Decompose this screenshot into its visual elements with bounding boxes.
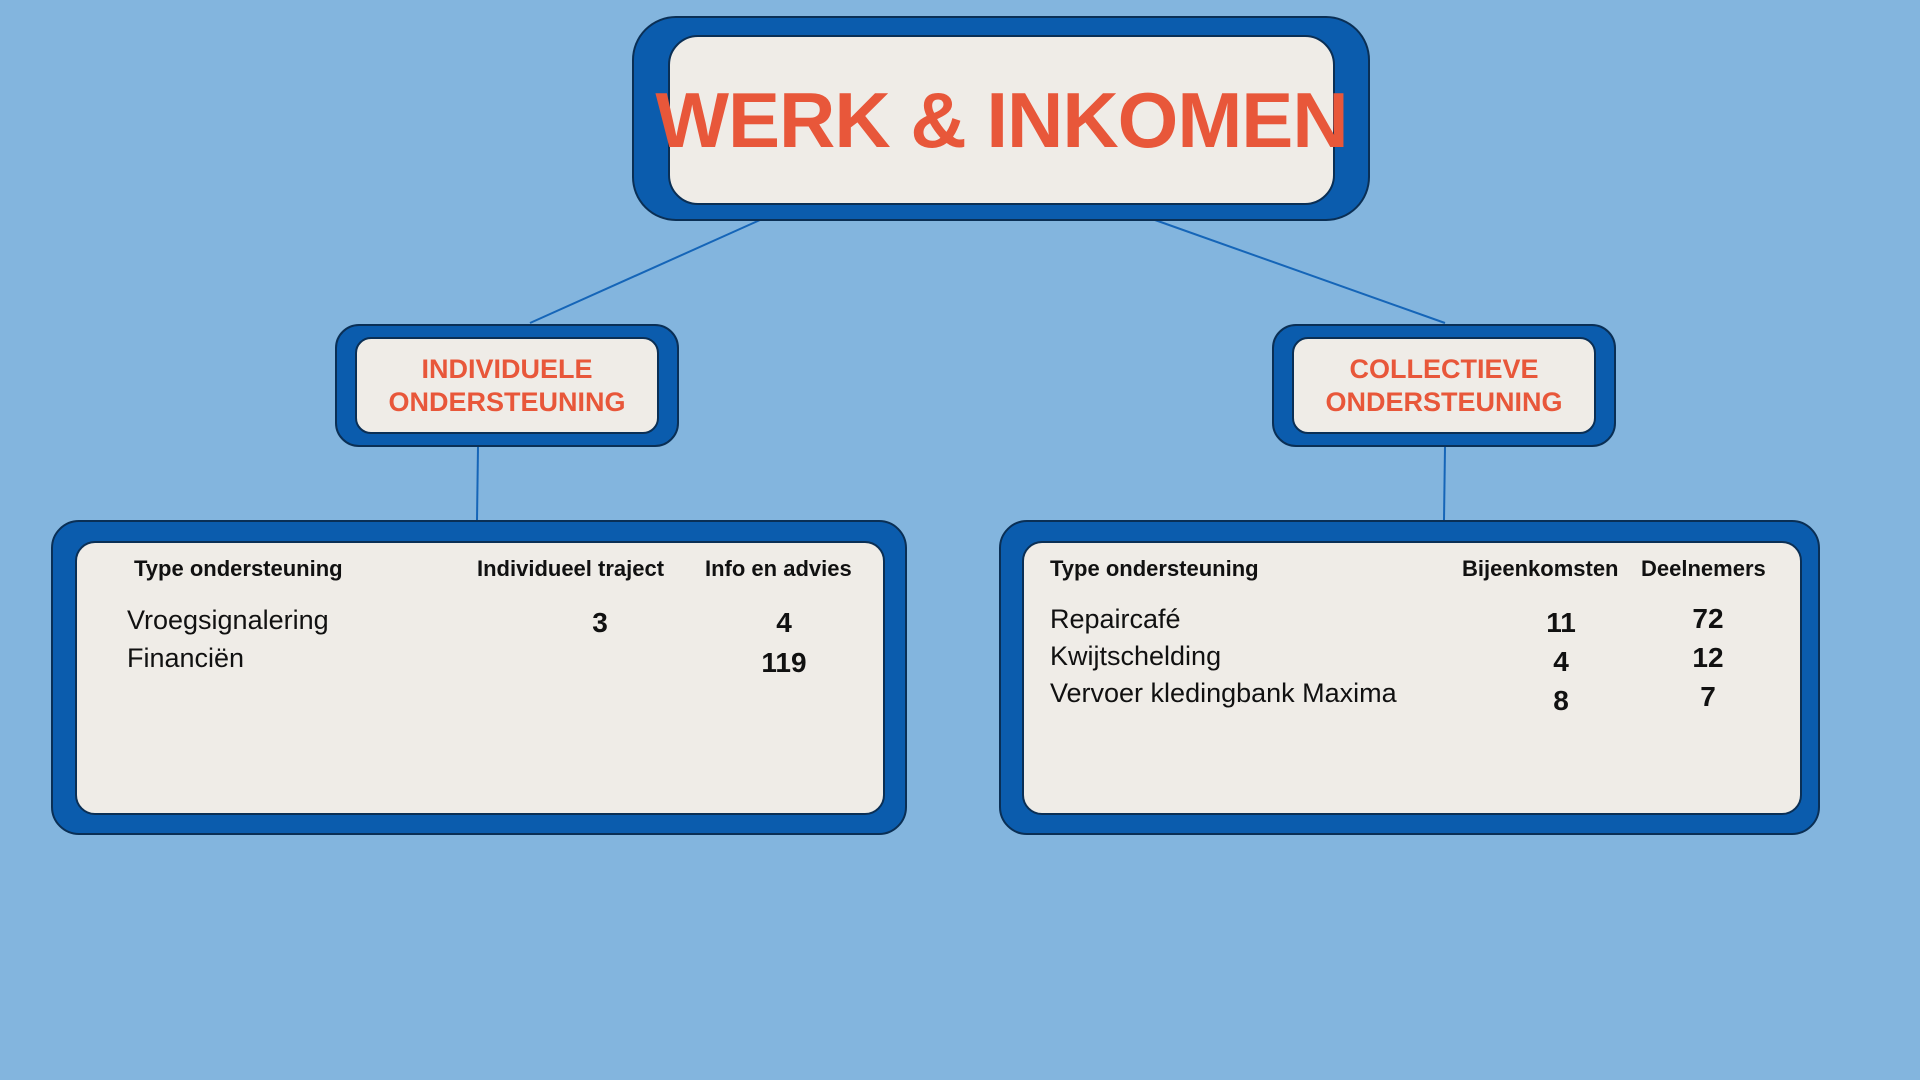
collectief-row-2-bijeenkomsten: 8	[1553, 685, 1569, 716]
individueel-header-type: Type ondersteuning	[134, 556, 343, 581]
individueel-row-0-info: 4	[776, 607, 792, 638]
connector-collectief-to-table	[1444, 447, 1445, 520]
collectief-title	[1294, 339, 1594, 432]
collectief-row-2-deelnemers: 7	[1700, 681, 1716, 712]
collectief-row-2-type: Vervoer kledingbank Maxima	[1050, 678, 1397, 708]
individueel-title-line2: ONDERSTEUNING	[388, 386, 626, 417]
collectief-row-1-deelnemers: 12	[1692, 642, 1724, 673]
individueel-title-line1: INDIVIDUELE	[421, 353, 593, 384]
individueel-header-traject: Individueel traject	[477, 556, 665, 581]
individueel-title-panel	[355, 337, 659, 434]
individueel-row-0-type: Vroegsignalering	[127, 605, 329, 635]
individueel-header-info: Info en advies	[705, 556, 852, 581]
connector-main-to-individueel	[530, 220, 760, 323]
connector-main-to-collectief	[1155, 220, 1445, 323]
individueel-row-0-traject: 3	[592, 607, 608, 638]
connector-individueel-to-table	[477, 447, 478, 520]
individueel-row-1-type: Financiën	[127, 643, 245, 673]
collectief-row-1-type: Kwijtschelding	[1050, 641, 1222, 671]
collectief-title-panel	[1292, 337, 1596, 434]
collectief-title-line2: ONDERSTEUNING	[1325, 386, 1563, 417]
collectief-row-0-deelnemers: 72	[1692, 603, 1724, 634]
collectief-row-0-type: Repaircafé	[1050, 604, 1181, 634]
individueel-row-1-info: 119	[761, 647, 807, 678]
main-title: WERK & INKOMEN	[655, 75, 1348, 164]
main-title-panel	[655, 35, 1348, 205]
collectief-title-line1: COLLECTIEVE	[1349, 353, 1539, 384]
individueel-title	[357, 339, 657, 432]
collectief-header-type: Type ondersteuning	[1050, 556, 1259, 581]
collectief-row-1-bijeenkomsten: 4	[1553, 646, 1569, 677]
collectief-row-0-bijeenkomsten: 11	[1546, 607, 1576, 638]
collectief-header-bijeenkomsten: Bijeenkomsten	[1462, 556, 1619, 581]
collectief-header-deelnemers: Deelnemers	[1641, 556, 1766, 581]
